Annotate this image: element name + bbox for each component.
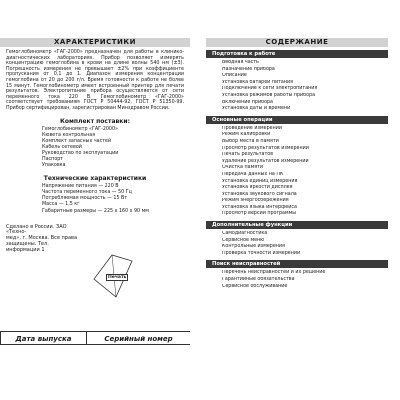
kit-item: Руководство по эксплуатации xyxy=(42,150,119,156)
toc-item: Установка единиц измерения xyxy=(222,178,298,184)
toc-item: Самодиагностика xyxy=(222,231,268,237)
toc-item: Удаление результатов измерений xyxy=(222,158,309,164)
toc-item: Очистка памяти xyxy=(222,165,264,171)
kit-item: Паспорт xyxy=(42,157,64,162)
toc-item: Подключение к сети электропитания xyxy=(222,86,318,92)
spec-item: Частота переменного тока — 50 Гц xyxy=(42,190,132,196)
spec-item: Масса — 1,5 кг xyxy=(42,202,80,208)
toc-item: Режим энергосбережения xyxy=(222,198,289,204)
toc-item: Установка звукового сигнала xyxy=(222,191,297,197)
toc-section-items xyxy=(200,270,400,290)
toc-section-title: Основные операции xyxy=(206,116,388,124)
manufacturer-line: Сделано в России. ЗАО «Техно- xyxy=(6,223,67,236)
toc-section-items xyxy=(200,126,400,218)
toc-item: Передача данных на ПК xyxy=(222,171,284,177)
spec-item: Потребляемая мощность — 15 Вт xyxy=(42,196,128,202)
kit-item: Комплект запасных частей xyxy=(42,138,112,144)
toc-item: Сервисное обслуживание xyxy=(222,283,288,289)
manufacturer-line: защищены. Тел. информации 1 xyxy=(6,241,49,253)
toc-item: Установка языка интерфейса xyxy=(222,204,297,210)
manufacturer-line: мед», г. Москва. Все права xyxy=(6,235,78,242)
toc-item: Установка яркости дисплея xyxy=(222,185,293,191)
toc-item: Назначение прибора xyxy=(222,66,275,72)
toc-item: Выбор места в памяти xyxy=(222,138,279,144)
toc-item: Перечень неисправностей и их решение xyxy=(222,270,326,276)
toc-item: Просмотр результатов измерений xyxy=(222,145,309,151)
toc-item: Установка батарей питания xyxy=(222,79,293,85)
toc-item: Описание xyxy=(222,73,247,79)
toc-section-title: Дополнительные функции xyxy=(206,221,388,229)
stamp-label: Печать xyxy=(108,275,127,280)
kit-item: Кабель сетевой xyxy=(42,144,82,150)
toc-item: Установка режимов работы прибора xyxy=(222,92,316,98)
kit-item: Кювета контрольная xyxy=(42,132,96,138)
toc-item: Гарантийные обязательства xyxy=(222,277,295,283)
kit-item: Упаковка xyxy=(42,163,66,169)
table-of-contents xyxy=(200,50,400,290)
spec-item: Напряжение питания — 220 В xyxy=(42,184,119,190)
description-text: Гемоглобинометр «ГАГ-2000» предназначен для работы в клинико-диагностических лабораториях. Прибор позволяет измерять концентрацию гемоглобина в крови на длине волны 540 нм (±3). Погрешность измерения не превышает ±2% при коэффициенте пропускания от 0,1 до 1. Диапазон измерения концентрации гемоглобина от 20 до 200 г/л. Время готовности к работе не более 15 минут. Гемоглобинометр имеет встроенный принтер для печати результатов. Электропитание прибора осуществляется от сети переменного тока 220 В. Гемоглобинометр «ГАГ-2000» соответствует требованиям ГОСТ Р 50444-92, ГОСТ Р 51350-99. Прибор сертифицирован, зарегистрирован Минздравом России. xyxy=(6,50,184,111)
toc-section-items xyxy=(200,60,400,113)
kit-item: Гемоглобинометр «ГАГ-2000» xyxy=(42,126,118,132)
toc-item: Включение прибора xyxy=(222,99,273,105)
spec-list xyxy=(0,182,190,214)
toc-item: Контрольные измерения xyxy=(222,244,285,250)
spec-item: Габаритные размеры — 225 х 160 х 90 мм xyxy=(42,208,149,214)
specs-heading: Технические характеристики xyxy=(43,175,147,183)
kit-list xyxy=(0,125,190,170)
toc-item: Установка даты и времени xyxy=(222,106,291,112)
contents-header: СОДЕРЖАНИЕ xyxy=(206,38,388,47)
toc-item: Проведение измерений xyxy=(222,125,282,131)
release-info-table xyxy=(0,331,190,345)
right-page xyxy=(200,38,400,338)
toc-item: Проверка точности измерений xyxy=(222,250,301,256)
toc-item: Просмотр версии программы xyxy=(222,211,297,217)
manufacturer-info xyxy=(0,215,80,254)
toc-item: Режим калибровки xyxy=(222,132,271,138)
toc-section-title: Поиск неисправностей xyxy=(206,260,388,268)
toc-section-items xyxy=(200,231,400,257)
characteristics-header: ХАРАКТЕРИСТИКИ xyxy=(0,38,190,47)
stamp-area xyxy=(82,253,142,301)
toc-item: Вводная часть xyxy=(222,60,259,65)
description-paragraph xyxy=(0,47,190,112)
toc-item: Сервисное меню xyxy=(222,237,265,243)
release-date-header: Дата выпуска xyxy=(0,331,86,345)
toc-item: Печать результатов xyxy=(222,152,274,158)
kit-heading: Комплект поставки: xyxy=(59,117,130,125)
serial-number-header: Серийный номер xyxy=(86,331,190,345)
toc-section-title: Подготовка к работе xyxy=(206,50,388,58)
